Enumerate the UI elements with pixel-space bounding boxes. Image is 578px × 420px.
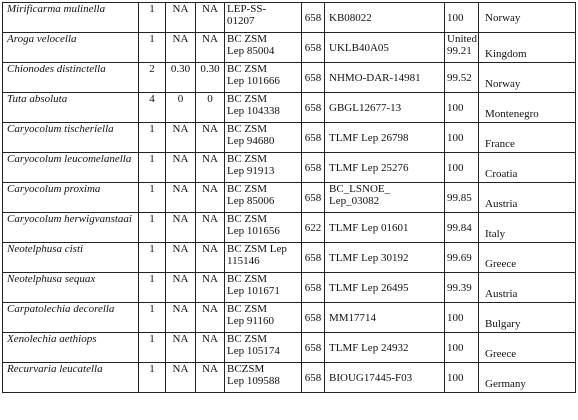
bold-id-cell	[325, 33, 445, 63]
sample-id-cell	[225, 183, 302, 213]
table-row	[3, 363, 576, 393]
sample-id-line: Lep 101671	[227, 285, 280, 297]
country-cell: Austria	[479, 273, 576, 303]
bold-id-line: TLMF Lep 25276	[329, 161, 409, 174]
species-table	[2, 2, 576, 393]
sample-id-line: 01207	[227, 15, 255, 27]
similarity-cell: 100	[445, 153, 479, 183]
distance-cell: NA	[196, 3, 225, 33]
bold-id-line: TLMF Lep 30192	[329, 251, 409, 264]
country-cell: Croatia	[479, 153, 576, 183]
distance-cell: NA	[166, 183, 196, 213]
distance-cell: NA	[196, 333, 225, 363]
bold-id-cell	[325, 333, 445, 363]
count-cell: 4	[139, 93, 166, 123]
bold-id-line: NHMO-DAR-14981	[329, 71, 421, 84]
count-cell: 2	[139, 63, 166, 93]
similarity-cell: 100	[445, 333, 479, 363]
count-cell: 1	[139, 273, 166, 303]
distance-cell: NA	[166, 243, 196, 273]
distance-cell: NA	[196, 183, 225, 213]
sample-id-line: BC ZSM	[227, 213, 268, 225]
sample-id-line: 115146	[227, 255, 260, 267]
similarity-cell: 100	[445, 363, 479, 393]
sample-id-line: BC ZSM	[227, 273, 268, 285]
distance-cell: NA	[166, 273, 196, 303]
country-cell: Austria	[479, 183, 576, 213]
country-cell: Italy	[479, 213, 576, 243]
table-row	[3, 333, 576, 363]
bold-id-cell	[325, 3, 445, 33]
species-cell: Mirificarma mulinella	[3, 3, 139, 33]
sample-id-cell	[225, 333, 302, 363]
bold-id-line: KB08022	[329, 11, 372, 24]
count-cell: 1	[139, 123, 166, 153]
bp-cell: 658	[302, 183, 325, 213]
table-row	[3, 63, 576, 93]
bold-id-line: MM17714	[329, 311, 377, 324]
bold-id-cell	[325, 93, 445, 123]
country-cell: France	[479, 123, 576, 153]
species-cell: Carpatolechia decorella	[3, 303, 139, 333]
bold-id-line: TLMF Lep 26798	[329, 131, 409, 144]
distance-cell: NA	[166, 213, 196, 243]
sample-id-cell	[225, 363, 302, 393]
sample-id-line: BC ZSM	[227, 33, 268, 45]
table-row	[3, 183, 576, 213]
species-cell: Chionodes distinctella	[3, 63, 139, 93]
species-cell: Caryocolum proxima	[3, 183, 139, 213]
bp-cell: 658	[302, 93, 325, 123]
distance-cell: NA	[196, 363, 225, 393]
sample-id-cell	[225, 123, 302, 153]
bp-cell: 658	[302, 123, 325, 153]
bp-cell: 622	[302, 213, 325, 243]
table-row	[3, 123, 576, 153]
sample-id-line: BC ZSM	[227, 183, 268, 195]
bp-cell: 658	[302, 363, 325, 393]
sample-id-cell	[225, 243, 302, 273]
distance-cell: NA	[166, 33, 196, 63]
bp-cell: 658	[302, 273, 325, 303]
distance-cell: NA	[166, 333, 196, 363]
similarity-cell: United 99.21	[445, 33, 479, 63]
count-cell: 1	[139, 33, 166, 63]
sample-id-line: Lep 91913	[227, 165, 275, 177]
bold-id-cell	[325, 63, 445, 93]
bp-cell: 658	[302, 3, 325, 33]
table-row	[3, 93, 576, 123]
count-cell: 1	[139, 3, 166, 33]
country-cell: Germany	[479, 363, 576, 393]
distance-cell: NA	[166, 3, 196, 33]
sample-id-line: BC ZSM Lep	[227, 243, 287, 255]
bold-id-line: TLMF Lep 01601	[329, 221, 409, 234]
species-cell: Tuta absoluta	[3, 93, 139, 123]
country-cell: Greece	[479, 243, 576, 273]
distance-cell: 0	[166, 93, 196, 123]
similarity-cell: 100	[445, 123, 479, 153]
bold-id-cell	[325, 153, 445, 183]
sample-id-line: BC ZSM	[227, 153, 268, 165]
sample-id-cell	[225, 273, 302, 303]
bold-id-line: UKLB40A05	[329, 41, 389, 54]
bp-cell: 658	[302, 153, 325, 183]
table-row	[3, 33, 576, 63]
table-row	[3, 303, 576, 333]
distance-cell: NA	[196, 153, 225, 183]
count-cell: 1	[139, 333, 166, 363]
species-cell: Xenolechia aethiops	[3, 333, 139, 363]
similarity-cell: 99.69	[445, 243, 479, 273]
sample-id-line: BC ZSM	[227, 63, 268, 75]
distance-cell: 0.30	[166, 63, 196, 93]
count-cell: 1	[139, 363, 166, 393]
species-cell: Neotelphusa cisti	[3, 243, 139, 273]
species-cell: Caryocolum herwigvanstaai	[3, 213, 139, 243]
country-cell: Norway	[479, 63, 576, 93]
species-cell: Aroga velocella	[3, 33, 139, 63]
bold-id-line: GBGL12677-13	[329, 101, 402, 114]
sample-id-cell	[225, 63, 302, 93]
sample-id-line: Lep 85004	[227, 45, 275, 57]
sample-id-cell	[225, 303, 302, 333]
bp-cell: 658	[302, 243, 325, 273]
similarity-cell: 100	[445, 3, 479, 33]
country-cell: Norway	[479, 3, 576, 33]
distance-cell: NA	[166, 153, 196, 183]
distance-cell: NA	[196, 273, 225, 303]
distance-cell: NA	[196, 123, 225, 153]
table-row	[3, 3, 576, 33]
bp-cell: 658	[302, 303, 325, 333]
country-cell: Greece	[479, 333, 576, 363]
distance-cell: NA	[196, 33, 225, 63]
bold-id-cell	[325, 273, 445, 303]
sample-id-line: BC ZSM	[227, 303, 268, 315]
similarity-cell: 99.39	[445, 273, 479, 303]
bold-id-line: Lep_03082	[329, 195, 380, 207]
sample-id-line: Lep 91160	[227, 315, 274, 327]
sample-id-line: Lep 109588	[227, 375, 280, 387]
sample-id-line: BC ZSM	[227, 333, 268, 345]
bold-id-cell	[325, 243, 445, 273]
similarity-cell: 100	[445, 93, 479, 123]
sample-id-line: BC ZSM	[227, 93, 268, 105]
table-row	[3, 213, 576, 243]
bold-id-cell	[325, 213, 445, 243]
bp-cell: 658	[302, 63, 325, 93]
sample-id-line: Lep 101666	[227, 75, 280, 87]
table-row	[3, 243, 576, 273]
distance-cell: NA	[166, 303, 196, 333]
distance-cell: NA	[166, 123, 196, 153]
bold-id-cell	[325, 363, 445, 393]
bold-id-line: BIOUG17445-F03	[329, 371, 413, 384]
count-cell: 1	[139, 183, 166, 213]
sample-id-line: Lep 101656	[227, 225, 280, 237]
bold-id-cell	[325, 183, 445, 213]
distance-cell: 0	[196, 93, 225, 123]
sample-id-line: BC ZSM	[227, 123, 268, 135]
species-cell: Neotelphusa sequax	[3, 273, 139, 303]
similarity-cell: 99.52	[445, 63, 479, 93]
similarity-cell: 100	[445, 303, 479, 333]
sample-id-line: Lep 104338	[227, 105, 280, 117]
count-cell: 1	[139, 243, 166, 273]
similarity-cell: 99.85	[445, 183, 479, 213]
bold-id-cell	[325, 303, 445, 333]
bold-id-line: TLMF Lep 26495	[329, 281, 409, 294]
country-cell: Kingdom	[479, 33, 576, 63]
sample-id-cell	[225, 213, 302, 243]
sample-id-cell	[225, 3, 302, 33]
distance-cell: NA	[196, 243, 225, 273]
table-row	[3, 153, 576, 183]
species-cell: Recurvaria leucatella	[3, 363, 139, 393]
species-cell: Caryocolum tischeriella	[3, 123, 139, 153]
sample-id-cell	[225, 153, 302, 183]
distance-cell: NA	[196, 213, 225, 243]
count-cell: 1	[139, 303, 166, 333]
species-cell: Caryocolum leucomelanella	[3, 153, 139, 183]
sample-id-line: BCZSM	[227, 363, 265, 375]
distance-cell: NA	[196, 303, 225, 333]
bold-id-line: BC_LSNOE_	[329, 183, 391, 195]
count-cell: 1	[139, 153, 166, 183]
count-cell: 1	[139, 213, 166, 243]
table-row	[3, 273, 576, 303]
bp-cell: 658	[302, 33, 325, 63]
distance-cell: 0.30	[196, 63, 225, 93]
sample-id-cell	[225, 33, 302, 63]
sample-id-line: Lep 94680	[227, 135, 275, 147]
sample-id-cell	[225, 93, 302, 123]
distance-cell: NA	[166, 363, 196, 393]
bold-id-line: TLMF Lep 24932	[329, 341, 409, 354]
table-body	[3, 3, 576, 393]
bp-cell: 658	[302, 333, 325, 363]
sample-id-line: LEP-SS-	[227, 3, 267, 15]
similarity-cell: 99.84	[445, 213, 479, 243]
country-cell: Bulgary	[479, 303, 576, 333]
sample-id-line: Lep 105174	[227, 345, 280, 357]
country-cell: Montenegro	[479, 93, 576, 123]
bold-id-cell	[325, 123, 445, 153]
sample-id-line: Lep 85006	[227, 195, 275, 207]
